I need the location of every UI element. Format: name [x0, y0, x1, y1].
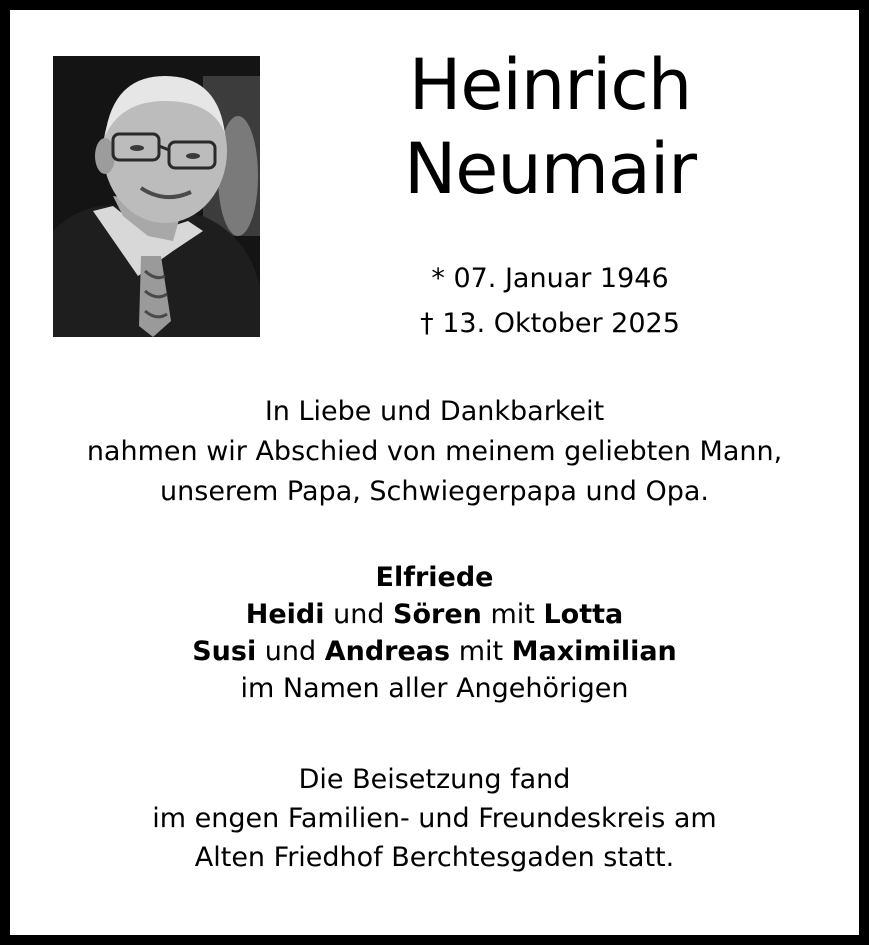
- life-dates: [340, 256, 760, 346]
- funeral-line: im engen Familien- und Freundeskreis am: [152, 803, 717, 834]
- intro-text: [10, 392, 859, 512]
- deceased-first-name: Heinrich: [408, 44, 692, 126]
- portrait-image: [53, 56, 260, 337]
- intro-line: nahmen wir Abschied von meinem geliebten Mann,: [86, 436, 783, 467]
- intro-line: In Liebe und Dankbarkeit: [264, 396, 605, 427]
- deceased-last-name: Neumair: [403, 128, 697, 210]
- portrait-photo: [53, 56, 260, 337]
- mourner-name: Susi: [192, 636, 257, 667]
- funeral-line: Alten Friedhof Berchtesgaden statt.: [194, 842, 675, 873]
- mourner-name: Lotta: [543, 599, 624, 630]
- mourner-name: Sören: [393, 599, 482, 630]
- mourner-line: [10, 559, 859, 596]
- connector-text: mit: [481, 599, 544, 630]
- connector-text: mit: [450, 636, 512, 667]
- birth-date: * 07. Januar 1946: [431, 263, 669, 294]
- obituary-card: [10, 10, 859, 935]
- death-date: † 13. Oktober 2025: [420, 308, 680, 339]
- on-behalf-line: im Namen aller Angehörigen: [240, 673, 629, 704]
- connector-text: und: [324, 599, 394, 630]
- mourners-list: [10, 559, 859, 707]
- mourner-name: Elfriede: [375, 562, 494, 593]
- mourner-line: [10, 633, 859, 670]
- funeral-notice: [10, 760, 859, 877]
- connector-text: und: [256, 636, 325, 667]
- mourner-line: [10, 596, 859, 633]
- mourner-name: Heidi: [245, 599, 325, 630]
- mourner-name: Andreas: [324, 636, 451, 667]
- funeral-line: Die Beisetzung fand: [298, 764, 571, 795]
- intro-line: unserem Papa, Schwiegerpapa und Opa.: [160, 476, 709, 507]
- mourner-name: Maximilian: [511, 636, 677, 667]
